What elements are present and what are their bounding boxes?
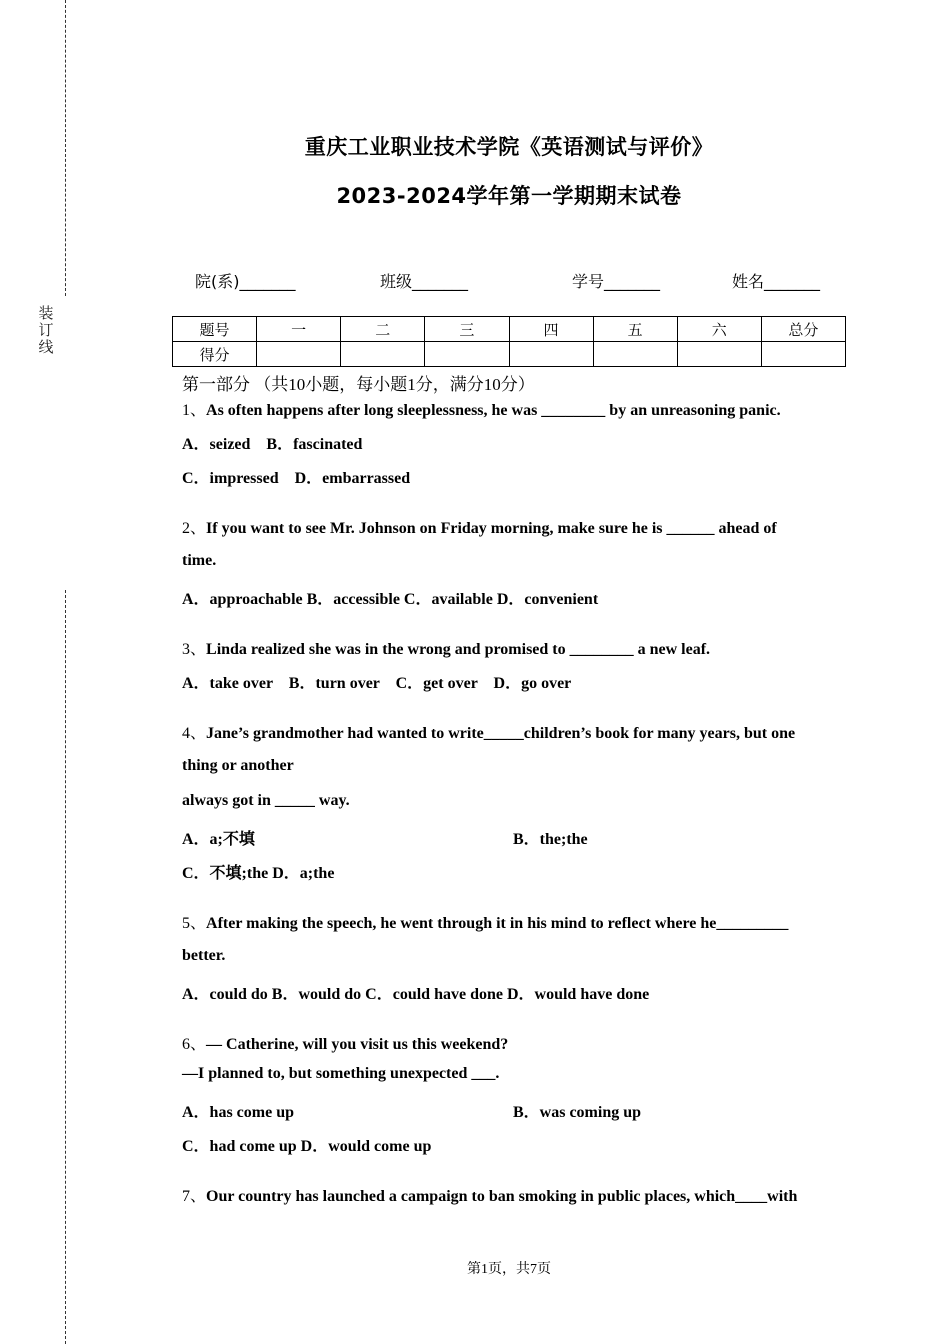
score-header-cell: 一 [257, 317, 341, 342]
question-6-option-a: A．has come up [182, 1104, 295, 1121]
question-5-stem [182, 910, 788, 933]
score-cell [509, 342, 593, 367]
question-7-stem [182, 1183, 797, 1206]
question-text: After making the speech, he went through it in his mind to reflect where he_________ [206, 915, 789, 932]
question-4-option-a: A．a;不填 [182, 831, 255, 848]
page-footer: 第1页，共7页 [467, 1262, 551, 1277]
question-number: 3、 [182, 641, 207, 658]
question-6-stem-cont: —I planned to, but something unexpected ___. [182, 1065, 500, 1082]
score-cell [425, 342, 509, 367]
question-number: 5、 [182, 915, 207, 932]
binding-char: 线 [38, 340, 54, 356]
question-number: 2、 [182, 520, 207, 537]
question-3-stem [182, 636, 710, 659]
question-number: 4、 [182, 725, 207, 742]
question-4-options-cd: C．不填;the D．a;the [182, 865, 335, 882]
score-header-cell: 题号 [173, 317, 257, 342]
question-number: 1、 [182, 402, 207, 419]
question-1-options-ab: A．seized B．fascinated [182, 436, 363, 453]
score-header-cell: 五 [593, 317, 677, 342]
score-cell [341, 342, 425, 367]
binding-line-bottom [65, 590, 66, 1344]
name-field: 姓名_______ [732, 272, 821, 291]
binding-label [37, 306, 55, 357]
exam-title-line2: 2023-2024学年第一学期期末试卷 [336, 184, 682, 208]
question-1-options-cd: C．impressed D．embarrassed [182, 470, 411, 487]
question-1-stem [182, 397, 781, 420]
score-header-cell: 四 [509, 317, 593, 342]
question-6-stem [182, 1031, 508, 1054]
score-table-header-row [173, 317, 846, 342]
question-5-options: A．could do B．would do C．could have done D．would have done [182, 986, 650, 1003]
score-cell [593, 342, 677, 367]
question-number: 7、 [182, 1188, 207, 1205]
score-cell [257, 342, 341, 367]
score-cell [761, 342, 845, 367]
question-6-options-cd: C．had come up D．would come up [182, 1138, 432, 1155]
question-text: — Catherine, will you visit us this weekend? [206, 1036, 509, 1053]
score-header-cell: 总分 [761, 317, 845, 342]
score-row-label: 得分 [173, 342, 257, 367]
question-3-options: A．take over B．turn over C．get over D．go over [182, 675, 572, 692]
question-2-stem-cont: time. [182, 552, 217, 569]
department-field: 院(系)_______ [195, 272, 296, 291]
question-number: 6、 [182, 1036, 207, 1053]
score-header-cell: 二 [341, 317, 425, 342]
score-table-score-row [173, 342, 846, 367]
score-header-cell: 三 [425, 317, 509, 342]
score-table [172, 316, 846, 367]
question-2-options: A．approachable B．accessible C．available D．convenient [182, 591, 599, 608]
binding-char: 订 [38, 323, 54, 339]
question-4-stem-cont: thing or another [182, 757, 294, 774]
question-6-option-b: B．was coming up [513, 1104, 642, 1121]
question-text: If you want to see Mr. Johnson on Friday morning, make sure he is ______ ahead of [206, 520, 777, 537]
binding-char: 装 [38, 306, 54, 322]
question-text: Linda realized she was in the wrong and promised to ________ a new leaf. [206, 641, 711, 658]
question-text: Jane’s grandmother had wanted to write_____children’s book for many years, but one [206, 725, 796, 742]
question-4-stem [182, 720, 795, 743]
question-4-option-b: B．the;the [513, 831, 588, 848]
score-cell [677, 342, 761, 367]
exam-title-line1: 重庆工业职业技术学院《英语测试与评价》 [304, 135, 714, 159]
question-4-stem-cont2: always got in _____ way. [182, 792, 350, 809]
student-id-field: 学号_______ [572, 272, 661, 291]
question-text: Our country has launched a campaign to ban smoking in public places, which____with [206, 1188, 798, 1205]
question-text: As often happens after long sleeplessness, he was ________ by an unreasoning panic. [206, 402, 781, 419]
question-5-stem-cont: better. [182, 947, 226, 964]
section-heading: 第一部分 （共10小题，每小题1分，满分10分） [182, 375, 535, 394]
class-field: 班级_______ [380, 272, 469, 291]
question-2-stem [182, 515, 777, 538]
score-header-cell: 六 [677, 317, 761, 342]
